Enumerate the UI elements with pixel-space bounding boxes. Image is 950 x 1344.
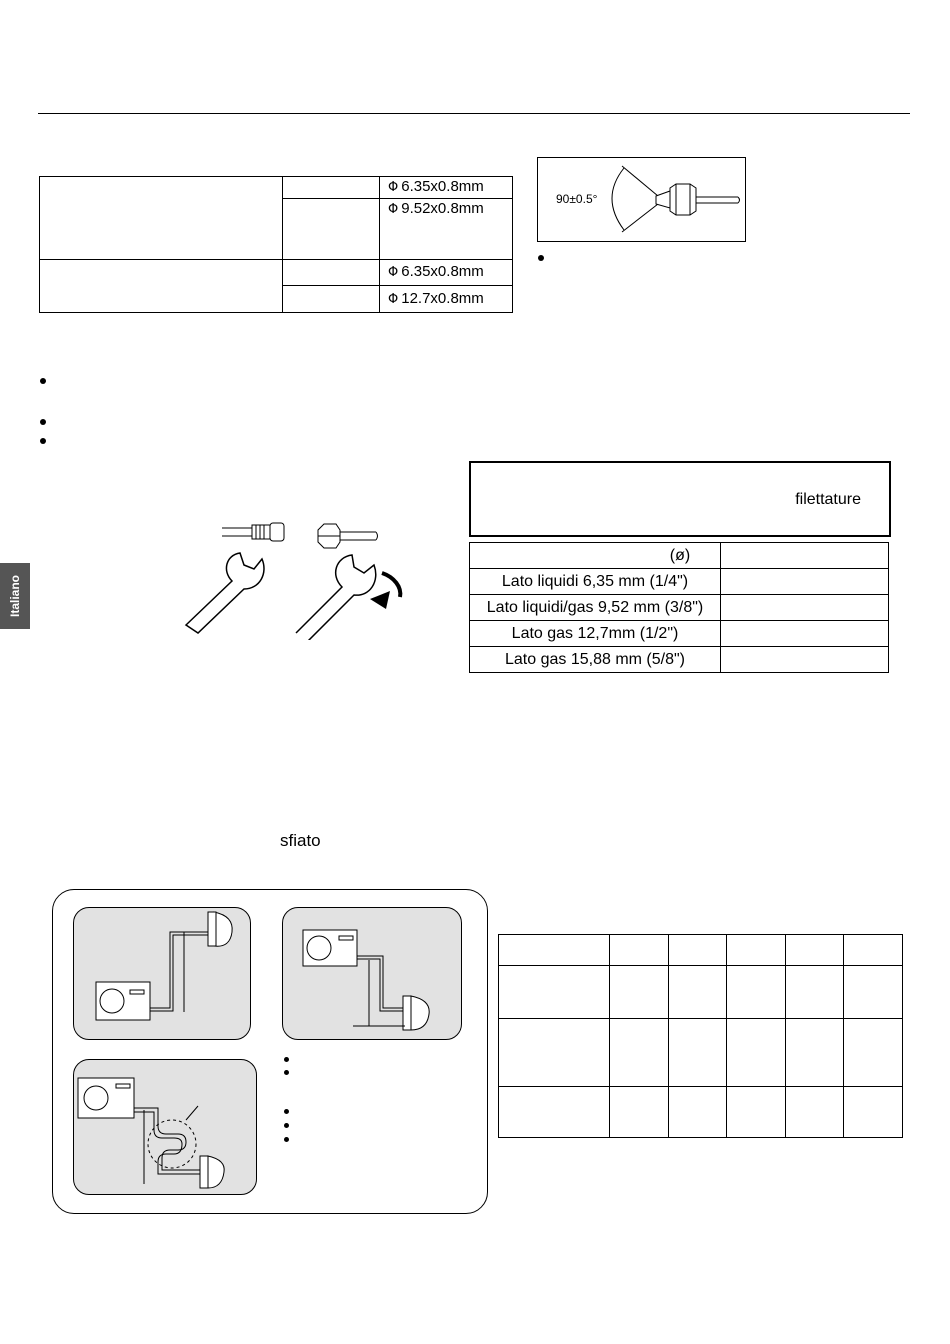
pipe-dim-value: 6.35x0.8mm bbox=[401, 263, 484, 280]
lh-cell bbox=[844, 966, 903, 1019]
warning-text: filettature bbox=[795, 491, 861, 508]
lh-cell bbox=[499, 1087, 610, 1138]
lh-cell bbox=[668, 1087, 727, 1138]
torque-header-diameter bbox=[470, 543, 721, 569]
torque-row-value bbox=[721, 647, 889, 673]
pipe-dim-cell bbox=[380, 260, 513, 286]
lh-cell bbox=[785, 1087, 844, 1138]
pipe-length-height-table bbox=[498, 934, 903, 1138]
lh-cell bbox=[499, 935, 610, 966]
lh-cell bbox=[668, 1019, 727, 1087]
installation-sketch bbox=[283, 908, 461, 1039]
torque-row-label: Lato liquidi 6,35 mm (1/4") bbox=[470, 569, 721, 595]
lh-cell bbox=[668, 966, 727, 1019]
bullet bbox=[40, 378, 46, 384]
lh-cell bbox=[610, 935, 669, 966]
installation-diagram-box bbox=[52, 889, 488, 1214]
bullet bbox=[284, 1137, 289, 1142]
lh-cell bbox=[499, 966, 610, 1019]
lh-cell bbox=[610, 1087, 669, 1138]
panel-outdoor-above bbox=[282, 907, 462, 1040]
bullet bbox=[538, 255, 544, 261]
diameter-symbol: (ø) bbox=[669, 546, 691, 564]
lh-cell bbox=[844, 1087, 903, 1138]
wrench-illustration bbox=[180, 515, 410, 640]
lh-cell bbox=[785, 935, 844, 966]
lh-cell bbox=[727, 1087, 786, 1138]
language-side-tab bbox=[0, 563, 30, 629]
pipe-table-side-cell bbox=[283, 286, 380, 313]
installation-sketch bbox=[74, 908, 250, 1039]
bullet bbox=[40, 419, 46, 425]
header-rule bbox=[38, 113, 910, 114]
side-tab-label: Italiano bbox=[8, 574, 22, 618]
pipe-table-side-cell bbox=[283, 260, 380, 286]
bullet bbox=[284, 1070, 289, 1075]
phi-symbol: Φ bbox=[388, 180, 399, 195]
pipe-table-model-cell bbox=[40, 260, 283, 313]
panel-oil-trap bbox=[73, 1059, 257, 1195]
sfiato-label: sfiato bbox=[280, 831, 321, 850]
lh-cell bbox=[610, 1019, 669, 1087]
pipe-table-side-cell bbox=[283, 177, 380, 199]
torque-header-value bbox=[721, 543, 889, 569]
bullet bbox=[284, 1109, 289, 1114]
lh-cell bbox=[727, 935, 786, 966]
lh-cell bbox=[668, 935, 727, 966]
panel-outdoor-below bbox=[73, 907, 251, 1040]
flare-angle-label: 90±0.5° bbox=[556, 192, 598, 206]
torque-row-label: Lato gas 12,7mm (1/2") bbox=[470, 621, 721, 647]
bullet bbox=[284, 1123, 289, 1128]
lh-cell bbox=[844, 935, 903, 966]
lh-cell bbox=[610, 966, 669, 1019]
pipe-dim-cell bbox=[380, 286, 513, 313]
pipe-table-side-cell bbox=[283, 199, 380, 260]
lh-cell bbox=[727, 966, 786, 1019]
torque-row-value bbox=[721, 595, 889, 621]
installation-sketch bbox=[74, 1060, 256, 1194]
phi-symbol: Φ bbox=[388, 265, 399, 280]
thread-warning-box bbox=[469, 461, 891, 537]
pipe-dim-value: 12.7x0.8mm bbox=[401, 289, 484, 307]
pipe-dim-cell bbox=[380, 177, 513, 199]
pipe-size-table bbox=[39, 176, 513, 313]
torque-row-label: Lato liquidi/gas 9,52 mm (3/8") bbox=[470, 595, 721, 621]
lh-cell bbox=[785, 966, 844, 1019]
lh-cell bbox=[785, 1019, 844, 1087]
bullet bbox=[284, 1057, 289, 1062]
pipe-dim-cell bbox=[380, 199, 513, 260]
pipe-dim-value: 9.52x0.8mm bbox=[401, 200, 484, 217]
pipe-dim-value: 6.35x0.8mm bbox=[401, 178, 484, 195]
torque-row-value bbox=[721, 621, 889, 647]
lh-cell bbox=[499, 1019, 610, 1087]
lh-cell bbox=[727, 1019, 786, 1087]
torque-table bbox=[469, 542, 889, 673]
pipe-table-model-cell bbox=[40, 177, 283, 260]
phi-symbol: Φ bbox=[388, 291, 399, 307]
phi-symbol: Φ bbox=[388, 202, 399, 217]
torque-row-value bbox=[721, 569, 889, 595]
bullet bbox=[40, 438, 46, 444]
lh-cell bbox=[844, 1019, 903, 1087]
torque-row-label: Lato gas 15,88 mm (5/8") bbox=[470, 647, 721, 673]
